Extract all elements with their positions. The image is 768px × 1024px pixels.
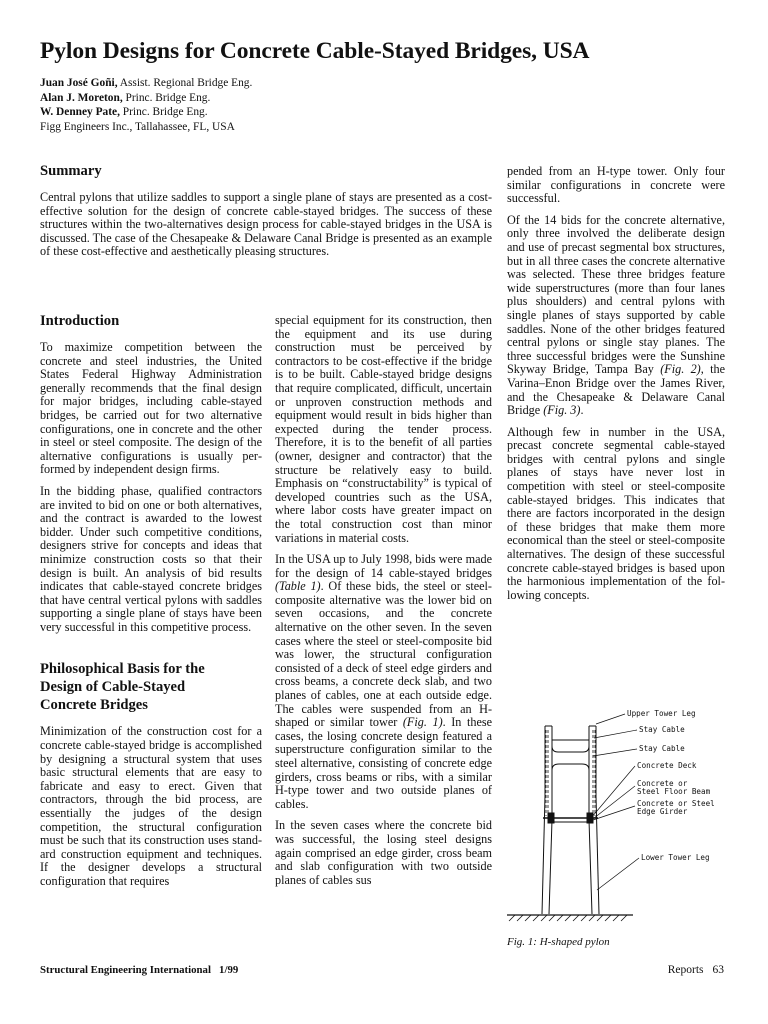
author-role: Princ. Bridge Eng. — [119, 106, 208, 119]
author-line — [40, 76, 252, 91]
body-paragraph — [275, 553, 492, 811]
author-name: W. Denney Pate, — [40, 106, 120, 119]
column-2 — [275, 314, 492, 887]
upper-strut-bottom — [552, 746, 589, 752]
right-lower-leg-inner — [589, 820, 592, 914]
table-1-reference: (Table 1) — [275, 579, 321, 594]
author-block — [40, 76, 252, 134]
introduction-heading: Introduction — [40, 313, 120, 329]
deck-frame-top — [552, 764, 589, 770]
fig-1-reference: (Fig. 1) — [402, 715, 443, 730]
ground-hatch — [509, 915, 627, 921]
philosophical-paragraph: Minimization of the construction cost for a concrete cable-stayed bridge is accomplished by designing a structural system that uses basic structural elements that are easy to fabricate and easy to erect. Given that contractors, through the bid process, are essentially the judges of the design competition, the structural configuration must be such that its construction uses standard construction equipment and techniques. If the designer develops a structural configuration that requires — [40, 724, 262, 888]
introduction-paragraph: To maximize competition between the concrete and steel industries, the United States Federal Highway Administration generally recommends that the final design for major bridges, including cable-stayed bridges, be carried out for two alternative configurations, one in concrete and the other in steel or steel composite. The design of the alternative configurations is usually performed by independent design firms. — [40, 340, 262, 477]
pylon-drawing — [507, 700, 743, 932]
journal-footer: Structural Engineering International 1/99 — [40, 964, 239, 976]
page-footer — [668, 964, 724, 976]
text-run: . — [580, 403, 584, 418]
text-run: , the Varina–Enon Bridge over the James River, and the Chesapeake & Delaware Canal Bridge — [507, 362, 726, 418]
author-role: Princ. Bridge Eng. — [122, 91, 211, 104]
summary-heading: Summary — [40, 163, 102, 179]
fig-2-reference: (Fig. 2) — [660, 362, 701, 377]
text-run: In the USA up to July 1998, bids were made for the design of 14 cable-stayed bridges — [275, 552, 492, 580]
stay-cables — [546, 730, 595, 816]
label-floor-beam: Concrete or — [637, 779, 688, 788]
philosophical-heading: Philosophical Basis for the Design of Cable-Stayed Concrete Bridges — [40, 661, 205, 714]
text-run: Of the 14 bids for the concrete alternative, only three involved the deliberate design and use of precast segmental box structures, but in all three cases the concrete alternative was selected. These three bridges feature wide superstructures (more than four lanes plus shoulders) and central pylons with single planes of stays supported by cable saddles. None of the other bridges featured central pylons or single stay planes. The three successful bridges were the Sunshine Skyway Bridge, Tampa Bay — [507, 212, 725, 377]
body-paragraph: Although few in number in the USA, precast concrete segmental cable-stayed bridges with central pylons and single planes of stays have never lost in competition with steel or steel-composite cable-stayed bridges. This indicates that there are factors incorporated in the design of these bridges that make them more economical than the steel or steel-composite alternatives. The design of these successful concrete cable-stayed bridges is based upon the harmonious implementation of the following concepts. — [507, 424, 725, 602]
page-number: 63 — [712, 964, 724, 976]
body-paragraph: In the seven cases where the concrete bid was successful, the losing steel designs again comprised an edge girder, cross beam and slab configuration with two outside planes of cables sus — [275, 818, 492, 887]
column-1 — [40, 312, 262, 889]
author-line — [40, 105, 252, 120]
author-line — [40, 91, 252, 106]
section-name: Reports — [667, 964, 704, 976]
author-name: Alan J. Moreton, — [40, 91, 123, 104]
label-floor-beam: Steel Floor Beam — [637, 787, 711, 796]
author-name: Juan José Goñi, — [40, 77, 118, 89]
summary-text: Central pylons that utilize saddles to support a single plane of stays are presented as a cost-effective solution for the design of concrete cable-stayed bridges. The success of these structures within the two-alternatives design process for cable-stayed bridges in the USA is discussed. The case of the Chesapeake & Delaware Canal Bridge is presented as an example of these cost-effective and aesthetically pleasing structures. — [40, 190, 492, 259]
label-stay-cable: Stay Cable — [639, 744, 685, 753]
text-run: . In these cases, the losing concrete design featured a superstructure configuration similar to the steel alternative, consisting of concrete edge girders, cross beams or ribs, with a similar H-type tower and two outside planes of cables. — [275, 715, 492, 811]
fig-3-reference: (Fig. 3) — [543, 403, 581, 418]
left-edge-girder — [548, 813, 554, 823]
body-paragraph: pended from an H-type tower. Only four similar configurations in concrete were successful. — [507, 164, 725, 206]
article-title: Pylon Designs for Concrete Cable-Stayed Bridges, USA — [40, 38, 590, 64]
figure-1-h-shaped-pylon — [507, 700, 743, 932]
text-run: . Of these bids, the steel or steel-composite alternative was the lower bid on seven occasions, and the concrete alternative on the other seven. In the seven cases where the steel or steel-composite bid was lower, the structural configuration consisted of a deck of steel edge girders and cross beams, a concrete deck slab, and two planes of cables, one at each outside edge. The cables were suspended from an H-shaped or similar tower — [275, 579, 492, 730]
body-paragraph — [507, 214, 725, 418]
column-3 — [507, 165, 725, 602]
label-concrete-deck: Concrete Deck — [637, 761, 697, 770]
label-edge-girder: Edge Girder — [637, 807, 688, 816]
summary-section — [40, 162, 492, 259]
body-paragraph: special equipment for its construction, then the equipment and its use during construction must be perceived by contractors to be cost-effective if the bridge is to be built. Cable-stayed bridge designs that require complicated, difficult, uncertain or unproven construction methods and equipment would result in bids higher than expected during the tender process. Therefore, it is to the benefit of all parties (owner, designer and contractor) that the structure be relatively easy to build. Emphasis on “constructability” is typical of developed countries such as the USA, where labor costs have greater impact on the total construction cost than minor variations in material costs. — [275, 313, 492, 545]
left-lower-leg-outer — [542, 796, 545, 914]
figure-caption: Fig. 1: H-shaped pylon — [507, 936, 610, 948]
left-lower-leg-inner — [549, 820, 552, 914]
introduction-paragraph: In the bidding phase, qualified contractors are invited to bid on one or both alternatives, and the contract is awarded to the lowest bidder. Under such competitive conditions, designers strive for concepts and ideas that minimize construction costs so that their design is built. An analysis of bid results indicates that cable-stayed concrete bridges that have central vertical pylons with saddles supporting a single plane of stays have been very successful in this competitive process. — [40, 483, 262, 634]
author-role: Assist. Regional Bridge Eng. — [117, 77, 253, 89]
right-lower-leg-outer — [596, 796, 599, 914]
label-stay-cable: Stay Cable — [639, 725, 685, 734]
label-lower-tower-leg: Lower Tower Leg — [641, 853, 710, 862]
affiliation: Figg Engineers Inc., Tallahassee, FL, USA — [40, 120, 235, 133]
label-upper-tower-leg: Upper Tower Leg — [627, 709, 696, 718]
label-edge-girder: Concrete or Steel — [637, 799, 715, 808]
